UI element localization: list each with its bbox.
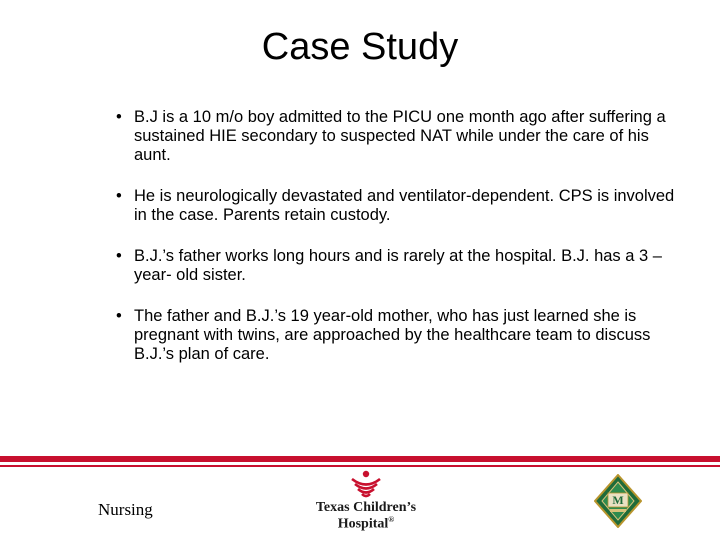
badge-letter: M	[612, 493, 624, 507]
bullet-text: B.J.’s father works long hours and is rarely at the hospital. B.J. has a 3 –year- old sister.	[134, 247, 662, 284]
bullet-glyph: •	[116, 307, 122, 325]
texas-childrens-logo	[314, 470, 418, 534]
bullet-text: He is neurologically devastated and ventilator-dependent. CPS is involved in the case. Parents retain custody.	[134, 187, 675, 224]
bullet-glyph: •	[116, 247, 122, 265]
heart-logo-icon	[348, 470, 384, 500]
slide-title: Case Study	[261, 26, 459, 68]
bullet-text: B.J is a 10 m/o boy admitted to the PICU one month ago after suffering a sustained HIE secondary to suspected NAT while under the care of his aunt.	[134, 108, 666, 164]
nursing-badge-icon	[594, 474, 642, 528]
footer-label: Nursing	[98, 500, 153, 519]
logo-line2	[314, 515, 418, 533]
registered-mark: ®	[388, 515, 395, 524]
bullet-text: The father and B.J.’s 19 year-old mother, who has just learned she is pregnant with twins, are approached by the healthcare team to discuss B.J.’s plan of care.	[134, 307, 651, 363]
bullet-item	[116, 307, 686, 364]
bullet-item	[116, 247, 686, 285]
logo-line2-text: Hospital	[337, 516, 389, 532]
footer-divider-thick	[0, 456, 720, 462]
bullet-glyph: •	[116, 108, 122, 126]
bullet-list	[116, 108, 686, 386]
footer-divider-thin	[0, 465, 720, 467]
logo-line1: Texas Children’s	[315, 500, 417, 515]
bullet-item	[116, 187, 686, 225]
bullet-item	[116, 108, 686, 165]
bullet-glyph: •	[116, 187, 122, 205]
